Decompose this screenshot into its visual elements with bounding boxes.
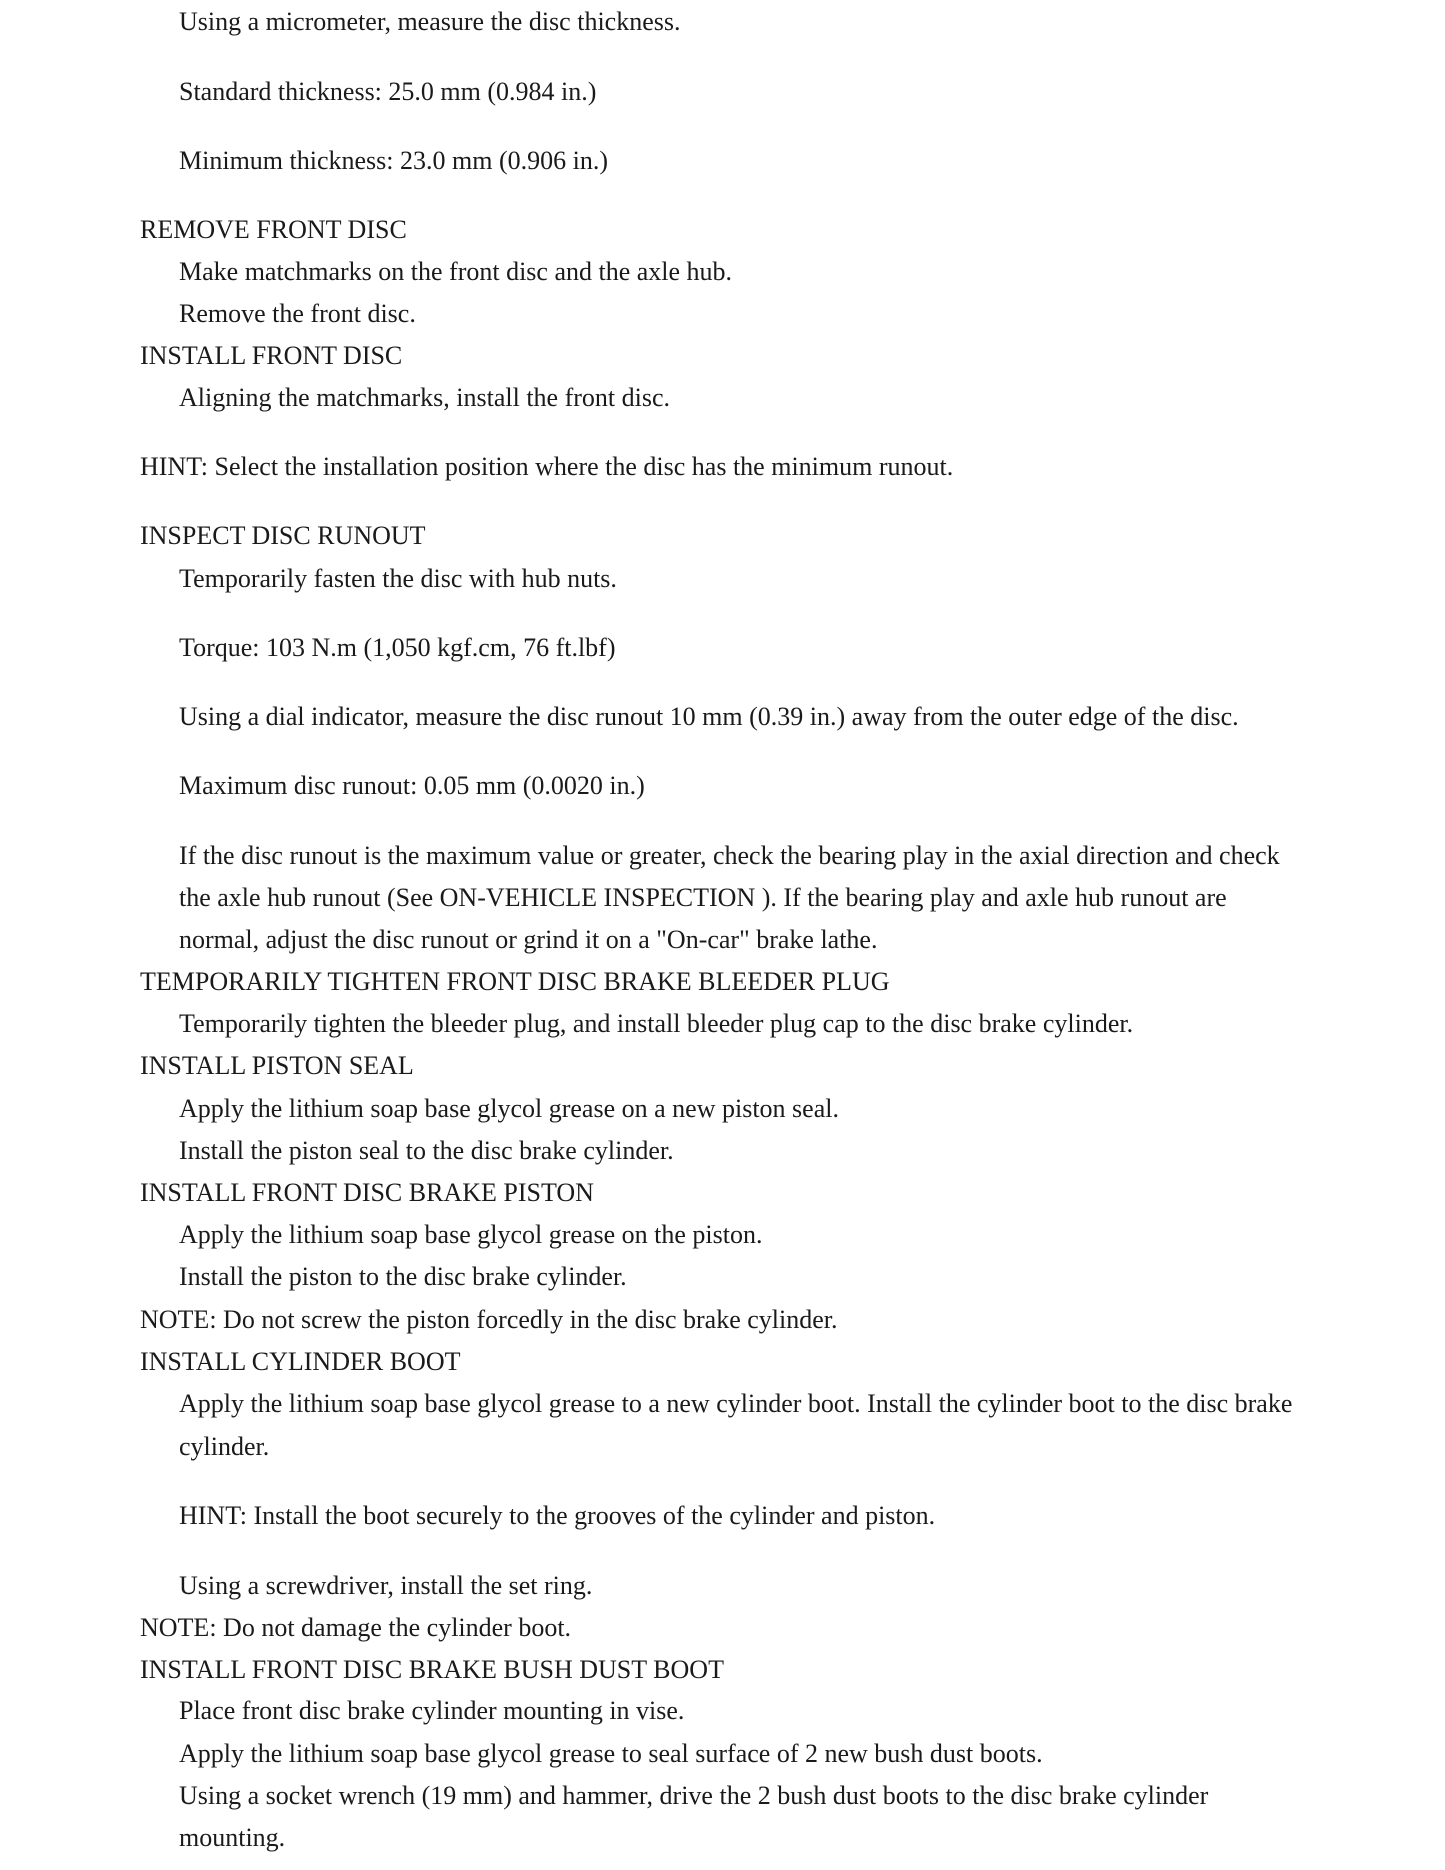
line-text: HINT: Select the installation position where the disc has the minimum runout. xyxy=(140,452,954,481)
line-text: Minimum thickness: 23.0 mm (0.906 in.) xyxy=(179,146,608,175)
line-text: Apply the lithium soap base glycol grease on the piston. xyxy=(179,1220,763,1249)
line-text: Apply the lithium soap base glycol grease on a new piston seal. xyxy=(179,1094,839,1123)
line-text: Using a socket wrench (19 mm) and hammer, drive the 2 bush dust boots to the disc brake cylinder xyxy=(179,1781,1209,1810)
line-text: INSTALL CYLINDER BOOT xyxy=(140,1347,461,1376)
line-text: NOTE: Do not damage the cylinder boot. xyxy=(140,1613,572,1642)
line-text: INSTALL FRONT DISC BRAKE BUSH DUST BOOT xyxy=(140,1655,724,1684)
line-text: INSPECT DISC RUNOUT xyxy=(140,521,426,550)
line-text: Aligning the matchmarks, install the front disc. xyxy=(179,383,671,412)
line-text: cylinder. xyxy=(179,1432,270,1461)
line-text: mounting. xyxy=(179,1823,286,1852)
line-text: NOTE: Do not screw the piston forcedly in the disc brake cylinder. xyxy=(140,1305,838,1334)
line-text: Temporarily fasten the disc with hub nuts. xyxy=(179,564,617,593)
line-text: Remove the front disc. xyxy=(179,299,416,328)
line-text: normal, adjust the disc runout or grind it on a "On-car" brake lathe. xyxy=(179,925,878,954)
line-text: Apply the lithium soap base glycol grease to a new cylinder boot. Install the cylinder boot to the disc brake xyxy=(179,1389,1293,1418)
line-text: TEMPORARILY TIGHTEN FRONT DISC BRAKE BLEEDER PLUG xyxy=(140,967,890,996)
line-text: Temporarily tighten the bleeder plug, and install bleeder plug cap to the disc brake cylinder. xyxy=(179,1009,1134,1038)
line-text: INSTALL PISTON SEAL xyxy=(140,1051,414,1080)
line-text: Using a screwdriver, install the set ring. xyxy=(179,1571,593,1600)
line-text: Maximum disc runout: 0.05 mm (0.0020 in.) xyxy=(179,771,645,800)
line-text: INSTALL FRONT DISC xyxy=(140,341,403,370)
line-text: Make matchmarks on the front disc and the axle hub. xyxy=(179,257,733,286)
line-text: REMOVE FRONT DISC xyxy=(140,215,407,244)
line-text: Install the piston seal to the disc brake cylinder. xyxy=(179,1136,674,1165)
line-text: Standard thickness: 25.0 mm (0.984 in.) xyxy=(179,77,597,106)
line-text: HINT: Install the boot securely to the grooves of the cylinder and piston. xyxy=(179,1501,936,1530)
line-text: Using a micrometer, measure the disc thickness. xyxy=(179,7,681,36)
line-text: Place front disc brake cylinder mounting in vise. xyxy=(179,1696,685,1725)
line-text: Apply the lithium soap base glycol grease to seal surface of 2 new bush dust boots. xyxy=(179,1739,1043,1768)
line-text: Torque: 103 N.m (1,050 kgf.cm, 76 ft.lbf) xyxy=(179,633,616,662)
line-text: If the disc runout is the maximum value or greater, check the bearing play in the axial direction and check xyxy=(179,841,1280,870)
line-text: the axle hub runout (See ON-VEHICLE INSPECTION ). If the bearing play and axle hub runout are xyxy=(179,883,1227,912)
line-text: INSTALL FRONT DISC BRAKE PISTON xyxy=(140,1178,594,1207)
line-text: Using a dial indicator, measure the disc runout 10 mm (0.39 in.) away from the outer edge of the disc. xyxy=(179,702,1239,731)
line-text: Install the piston to the disc brake cylinder. xyxy=(179,1262,627,1291)
